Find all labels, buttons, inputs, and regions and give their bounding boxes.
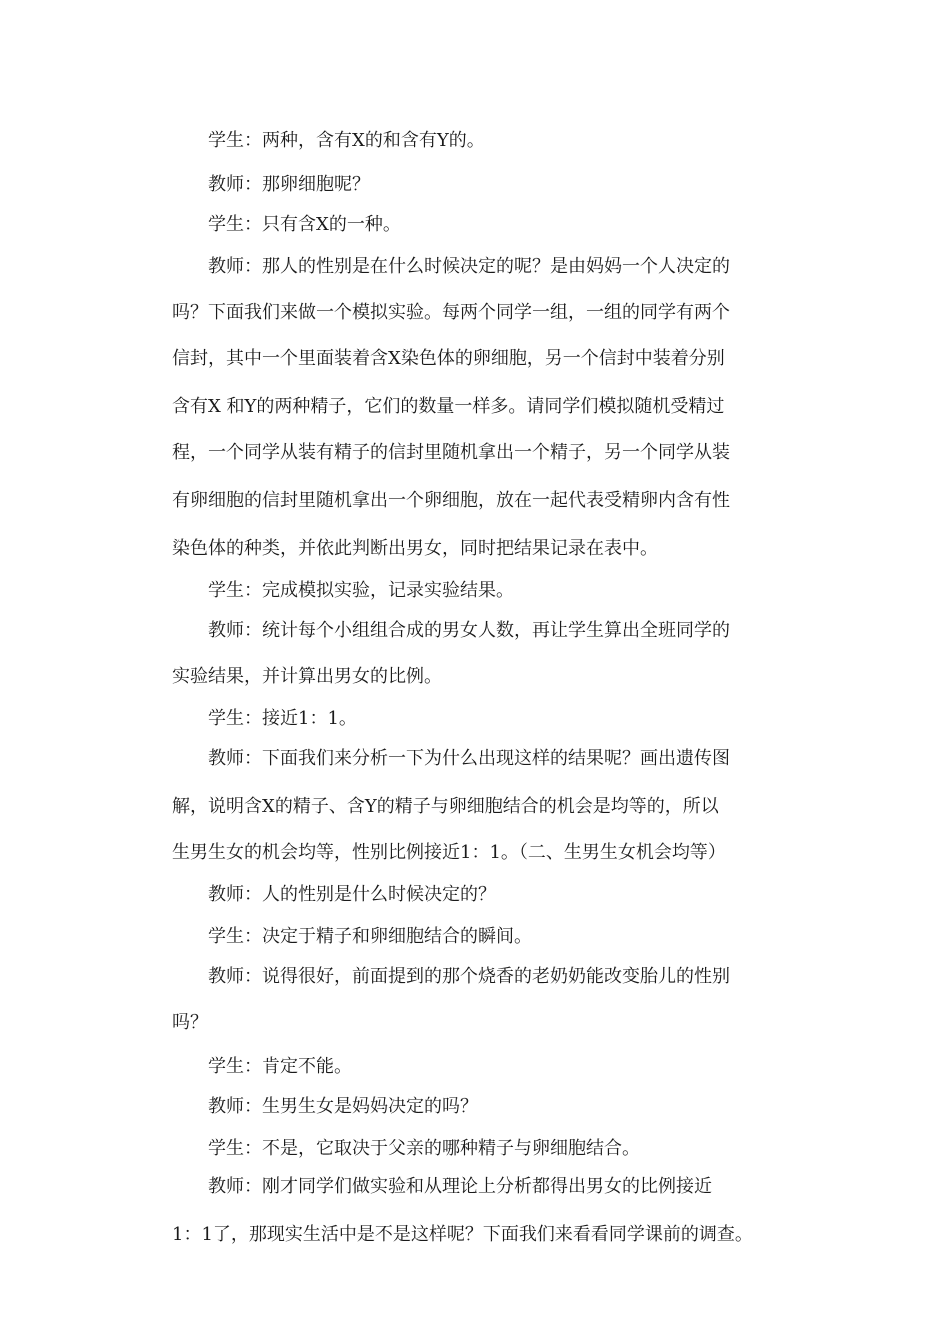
- dialogue-line: 教师：人的性别是什么时候决定的？: [208, 884, 496, 905]
- dialogue-line: 教师：下面我们来分析一下为什么出现这样的结果呢？画出遗传图: [208, 748, 730, 769]
- dialogue-line: 信封，其中一个里面装着含X染色体的卵细胞，另一个信封中装着分别: [172, 348, 725, 369]
- dialogue-line: 教师：那人的性别是在什么时候决定的呢？是由妈妈一个人决定的: [208, 256, 730, 277]
- dialogue-line: 学生：完成模拟实验，记录实验结果。: [208, 580, 514, 601]
- dialogue-line: 学生：肯定不能。: [208, 1056, 352, 1077]
- dialogue-line: 教师：生男生女是妈妈决定的吗？: [208, 1096, 478, 1117]
- dialogue-line: 有卵细胞的信封里随机拿出一个卵细胞，放在一起代表受精卵内含有性: [172, 490, 730, 511]
- dialogue-line: 学生：决定于精子和卵细胞结合的瞬间。: [208, 926, 532, 947]
- dialogue-line: 学生：两种，含有X的和含有Y的。: [208, 130, 485, 151]
- dialogue-line: 教师：统计每个小组组合成的男女人数，再让学生算出全班同学的: [208, 620, 730, 641]
- dialogue-line: 吗？下面我们来做一个模拟实验。每两个同学一组，一组的同学有两个: [172, 302, 730, 323]
- dialogue-line: 程，一个同学从装有精子的信封里随机拿出一个精子，另一个同学从装: [172, 442, 730, 463]
- dialogue-line: 学生：接近1：1。: [208, 708, 357, 729]
- dialogue-line: 教师：那卵细胞呢？: [208, 174, 370, 195]
- dialogue-line: 解，说明含X的精子、含Y的精子与卵细胞结合的机会是均等的，所以: [172, 796, 719, 817]
- dialogue-line: 含有X 和Y的两种精子，它们的数量一样多。请同学们模拟随机受精过: [172, 396, 725, 417]
- dialogue-line: 学生：不是，它取决于父亲的哪种精子与卵细胞结合。: [208, 1138, 640, 1159]
- dialogue-line: 吗？: [172, 1012, 208, 1033]
- dialogue-line: 1：1了，那现实生活中是不是这样呢？下面我们来看看同学课前的调查。: [172, 1224, 753, 1245]
- dialogue-line: 染色体的种类，并依此判断出男女，同时把结果记录在表中。: [172, 538, 658, 559]
- dialogue-line: 实验结果，并计算出男女的比例。: [172, 666, 442, 687]
- dialogue-line: 生男生女的机会均等，性别比例接近1：1。（二、生男生女机会均等）: [172, 842, 726, 863]
- dialogue-line: 学生：只有含X的一种。: [208, 214, 401, 235]
- dialogue-line: 教师：说得很好，前面提到的那个烧香的老奶奶能改变胎儿的性别: [208, 966, 730, 987]
- dialogue-line: 教师：刚才同学们做实验和从理论上分析都得出男女的比例接近: [208, 1176, 712, 1197]
